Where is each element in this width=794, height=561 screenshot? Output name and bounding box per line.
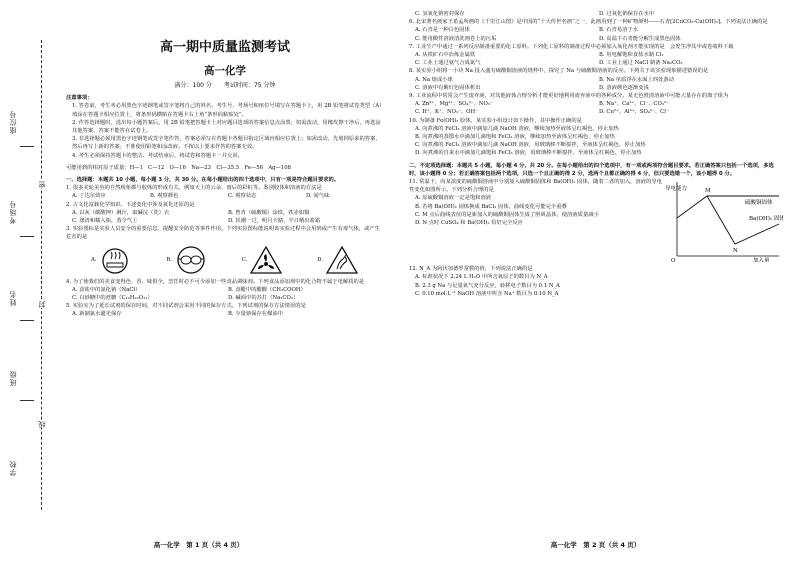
option: D. 向煮沸的自来水中滴加几滴饱和 FeCl₃ 溶液，用玻璃棒不断搅拌，至液体呈红褐色，停止加热	[415, 150, 642, 157]
question-5-options	[66, 310, 384, 318]
point-m-label: M	[705, 188, 711, 195]
goggles-icon	[166, 245, 208, 275]
option: D. 闻气味	[306, 193, 330, 200]
option: B. 向煮沸的蒸馏水中滴加几滴饱和 FeCl₃ 溶液，继续加热至液体呈红褐色，停止加热	[415, 134, 615, 141]
option: B. 2.3 g Na 与足量氧气充分反应，转移电子数目为 0.1 N_A	[415, 282, 560, 289]
binding-margin	[0, 0, 62, 561]
question-2-stem: 2. 古文化富载化学知识。下述变化中涉及氧化还原的是	[66, 201, 195, 208]
question-11-stem: 11. 常温下，向某浓度的硫酸铜溶液中分别加入硫酸铜固体和 Ba(OH)₂ 固体，随着二者的加入，溶液的导电性变化如图所示。下列分析合理的是	[409, 179, 662, 194]
option: B. Na⁺、Ca²⁺、Cl⁻、CO₃²⁻	[599, 101, 669, 108]
question-3-icons	[74, 245, 376, 275]
option: B. 少量钠保存在煤油中	[228, 311, 283, 318]
option: C. 观察状态	[228, 193, 257, 200]
option: B. 食醋中的醋酸（CH₃COOH）	[228, 286, 306, 293]
class-line	[20, 400, 34, 401]
question-7-options	[409, 51, 783, 67]
option: A. 向煮沸的 FeCl₃ 溶液中滴加几滴 NaOH 溶液，继续加热至液体呈红褐色，停止加热	[415, 125, 619, 132]
option: A. 食盐中的氯化钠（NaCl）	[72, 286, 141, 293]
page-2-content	[409, 10, 783, 298]
question-1-stem: 1. 很多美轮美奂的自然现象都与胶体的形成有关，例如天上的云朵、雨后的彩虹等。鉴别胶体和溶液的方法是	[66, 185, 322, 192]
page-2-footer	[397, 540, 794, 549]
option: B. 曾青（硫酸铜）涂铁，铁赤如铜	[228, 209, 310, 216]
question-5-stem: 5. 实验室为了延长试剂的保存时间，对不同试剂会采用不同的保存方式。下列试剂的保存方法错误的是	[66, 303, 306, 310]
option-label: B.	[166, 256, 172, 263]
notice-item: 4. 考生必须保持答题卡的整洁。考试结束后，将试卷和答题卡一并交回。	[72, 152, 243, 159]
question-9-options	[409, 100, 783, 116]
option: C. 0.10 mol·L⁻¹ NaOH 溶液中所含 Na⁺ 数目为 0.10 N_A	[415, 290, 559, 297]
option-label: C.	[241, 256, 248, 263]
series-2-label: Ba(OH)₂ 固体	[749, 216, 783, 223]
origin-label: O	[671, 258, 676, 263]
option: C. 向煮沸的 FeCl₃ 溶液中滴加几滴 NaOH 溶液，用玻璃棒不断搅拌，至液体呈红褐色，停止加热	[415, 142, 646, 149]
exam-meta: 满分：100 分 考试时间：75 分钟	[174, 82, 276, 89]
exam-subject: 高一化学	[204, 65, 246, 77]
page-2	[397, 0, 794, 561]
option: A. Na 熔成小球	[415, 76, 453, 83]
feng-mark: 封	[38, 300, 46, 308]
question-6-stem: 6. 北宋著名画家王希孟所画的《千里江山图》是中国的“十大传世名画”之一，此画用到了一种矿物颜料——石青[2CuCO₃·Cu(OH)₂]。下列说法正确的是	[409, 19, 768, 26]
question-7-stem: 7. 工业生产中通过一系列反应制备重要的化工原料。下列化工原料的制备过程中必须加入氧化剂才能实现的是 会发生净其中或卷收料下载	[409, 43, 734, 50]
section1-heading: 一、选择题：本题共 10 小题，每小题 3 分，共 30 分。在每小题给出的四个选项中，只有一项是符合题目要求的。	[66, 177, 340, 184]
page-1-content	[66, 10, 384, 319]
option: A. 新制氯水避光保存	[72, 311, 122, 318]
section2-heading: 二、不定项选择题：本题共 5 小题，每小题 4 分，共 20 分。在每小题给出的四个选项中，有一项或两项符合题目要求。若正确答案只包括一个选项，多选时，该小题得 0 分；若正确答案包括两个选项，只选一个且正确的得 2 分，选两个且都正确的得 4 分，但只要选错一个，该小题得 0 分。	[409, 162, 774, 177]
hot-surface-icon	[91, 245, 133, 275]
option: D. Cu²⁺、Al³⁺、SO₄²⁻、Cl⁻	[599, 109, 669, 116]
mi-mark: 密	[38, 180, 46, 188]
fan-exhaust-icon	[242, 245, 284, 275]
option: B. 石青易溶于水	[599, 27, 639, 34]
series-1-label: 硫酸铜固体	[745, 200, 773, 207]
option: C. 涤清和糯入瓶，蒸令气上	[72, 218, 138, 225]
question-6-options	[409, 26, 783, 42]
question-11	[409, 178, 783, 265]
option: C. H⁺、K⁺、NO₃⁻、OH⁻	[415, 109, 478, 116]
school-label: 学校	[9, 460, 17, 476]
y-axis-label-1: 导电能力	[665, 186, 688, 193]
option: B. 用电解饱和食盐水制 Cl₂	[599, 52, 664, 59]
option: A. Zn²⁺、Mg²⁺、SO₄²⁻、NO₃⁻	[415, 101, 493, 108]
seat-label: 座位号	[9, 110, 17, 134]
name-label: 姓名	[9, 290, 17, 306]
seat-line	[20, 146, 34, 147]
question-8-options	[409, 76, 783, 92]
notice-item: 3. 非选择题必须用黑色字迹钢笔或签字笔作答，答案必须写在答题卡各题目指定区域内相应位置上；如需改动，先划掉原来的答案，然后再写上新的答案；不准使用铅笔和涂改液。不按以上要求作答的答案无效。	[72, 136, 381, 151]
conductivity-graph	[663, 178, 783, 265]
question-2-options	[66, 209, 384, 225]
option: D. 过氧化钠保存在水中	[599, 11, 655, 17]
option: C. 能用酸性溶液清洗画卷上的污垢	[415, 35, 497, 42]
name-line	[20, 320, 34, 321]
exam-no-label: 考场号	[9, 200, 17, 224]
option: D. N 点时 CuSO₄ 和 Ba(OH)₂ 恰好完全反应	[415, 220, 523, 227]
option: D. 高温下石青能分解生成黑色固体	[599, 35, 681, 42]
page-2-number: 高一化学 第 2 页（共 4 页）	[550, 541, 641, 549]
notice-item: 1. 答卷前，考生务必用黑色字迹钢笔或签字笔将自己的姓名、考生号、考场号和座位号填写在答题卡上，用 2B 铅笔将试卷类型（A）填涂在答题卡相应位置上，将条形码横贴在答题卡右上角“条形码粘贴处”。	[72, 103, 382, 118]
hand-wash-icon	[317, 245, 359, 275]
question-4-options	[66, 286, 384, 302]
exam-no-line	[20, 236, 34, 237]
option: A. 标准状况下 2.24 L H₂O 中所含氧原子的数目为 N_A	[415, 274, 548, 281]
option: D. 碱面中的苏打（Na₂CO₃）	[228, 295, 299, 302]
option: B. 若将 Ba(OH)₂ 固体换成 BaCl₂ 固体，曲线变化可能完全重叠	[415, 203, 567, 210]
option: C. 氢氧化钠密封保存	[415, 11, 465, 17]
atomic-masses: 可能用到的相对原子质量：H—1 C—12 O—16 Na—23 Cl—35.5 Fe—56 Ag—108	[66, 164, 291, 171]
option: C. 溶液中有紫红色固体析出	[415, 84, 481, 91]
question-12-stem: 12. N_A 为阿伏加德罗常数的值，下列说法正确的是	[409, 266, 533, 273]
question-11-text	[409, 178, 663, 265]
question-5-options-cont	[409, 10, 783, 18]
point-n-label: N	[733, 248, 738, 255]
question-1-options	[66, 192, 384, 200]
question-4-stem: 4. 为了使我们的美食变得色、香、味俱全，烹饪时必不可少添加一些食品调味剂。下列食品添加剂中的化合物不属于电解质的是	[66, 278, 365, 285]
option: C. 工业上通过氨气合成氮气	[415, 60, 481, 67]
question-10-stem: 10. 为制备 Fe(OH)₃ 胶体，某实验小组设计如下操作，其中操作正确的是	[409, 117, 582, 124]
option: A. 从铁矿石中冶炼金属铁	[415, 52, 476, 59]
option: B. 观察颜色	[150, 193, 179, 200]
question-3-stem: 3. 实验图标是实验人员安全的重要信息，提醒安全防范等事件作用。下列实验图标能说明该实验过程中会用到或产生有毒气体，或产生危害的是	[66, 226, 380, 241]
xian-mark: 线	[38, 420, 46, 428]
option: C. 白砂糖中的蔗糖（C₁₂H₂₂O₁₁）	[72, 295, 153, 302]
option: A. 石青是一种白色固体	[415, 27, 470, 34]
option: A. 以灰（碳酸钾）淋汁，取碱浣（洗）衣	[72, 209, 170, 216]
exam-title: 高一期中质量监测考试	[159, 40, 290, 55]
notice-heading: 注意事项：	[66, 95, 93, 102]
option-label: D.	[317, 256, 324, 263]
option: A. 丁达尔效应	[72, 193, 106, 200]
option-label: A.	[90, 256, 97, 263]
class-label: 班级	[9, 370, 17, 386]
option: D. 工业上通过 NaCl 制备 Na₂CO₃	[599, 60, 683, 67]
option: D. 侯潮一过，明月天睛，半日晒出盐霜	[228, 218, 321, 225]
notice-item: 2. 作答选择题时，选出每小题答案后，用 2B 铅笔把答题卡上对应题目选项的答案信息点涂黑；如需改动，用橡皮擦干净后，再选涂其他答案，答案不能答在试卷上。	[72, 119, 381, 135]
x-axis-label: 加入量	[753, 258, 770, 263]
option: A. 原硫酸铜溶液一定是饱和溶液	[415, 195, 492, 202]
page-1-number: 高一化学 第 1 页（共 4 页）	[153, 541, 244, 549]
option: D. 溶液颜色逐渐变浅	[599, 84, 649, 91]
question-9-stem: 9. 工业流程中常常会产生废弃液，对其他液体合理分析才能更好地利用废弃液中的各种成分。某无色澄清溶液中可能大量存在的离子组为	[409, 93, 729, 100]
option: C. M 点后曲线表征的是新加入的硫酸铜固体生成了胆矾晶体，使溶液质量减小	[415, 211, 599, 218]
option: B. Na 单质浮在水面上四处游动	[599, 76, 675, 83]
question-8-stem: 8. 某实验小组将一小块 Na 投入盛有硫酸铜溶液的烧杯中，探究了 Na 与硫酸铜溶液的反应。下列关于该实验现象描述错误的是	[409, 68, 709, 75]
page-1-footer	[0, 540, 397, 549]
binding-dashed-line	[41, 40, 42, 510]
